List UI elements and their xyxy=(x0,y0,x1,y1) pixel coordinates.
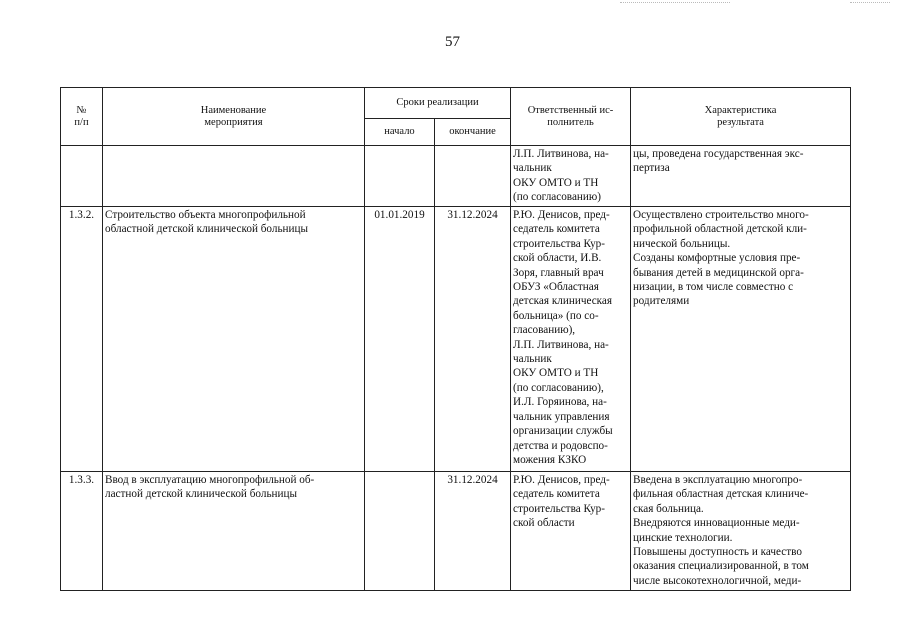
header-name: Наименование мероприятия xyxy=(103,88,365,146)
activities-table xyxy=(60,87,851,591)
cell-start xyxy=(365,472,435,591)
header-responsible: Ответственный ис- полнитель xyxy=(511,88,631,146)
header-start: начало xyxy=(365,119,435,146)
cell-responsible: Р.Ю. Денисов, пред- седатель комитета строительства Кур- ской области, И.В. Зоря, главный врач ОБУЗ «Областная детская клиническая больница» (по со- гласованию), Л.П. Литвинова, на- чальник ОКУ ОМТО и ТН (по согласованию), И.Л. Горяинова, на- чальник управления организации службы детства и родовспо- можения КЗКО xyxy=(511,207,631,472)
table-row xyxy=(61,146,851,207)
header-end: окончание xyxy=(435,119,511,146)
cell-start: 01.01.2019 xyxy=(365,207,435,472)
table-row xyxy=(61,207,851,472)
cell-name xyxy=(103,146,365,207)
cell-num xyxy=(61,146,103,207)
table-row xyxy=(61,472,851,591)
page-number: 57 xyxy=(445,34,460,50)
cell-end: 31.12.2024 xyxy=(435,472,511,591)
cell-result: Введена в эксплуатацию многопро- фильная областная детская клиниче- ская больница. Внедряются инновационные меди- цинские технологии. Повышены доступность и качество оказания специализированной, в том числе высокотехнологичной, меди- xyxy=(631,472,851,591)
cell-result: Осуществлено строительство много- профильной областной детской кли- нической больницы. Созданы комфортные условия пре- бывания детей в медицинской орга- низации, в том числе совместно с родителями xyxy=(631,207,851,472)
header-terms: Сроки реализации xyxy=(365,88,511,119)
cell-responsible: Р.Ю. Денисов, пред- седатель комитета строительства Кур- ской области xyxy=(511,472,631,591)
cell-num: 1.3.3. xyxy=(61,472,103,591)
cell-responsible: Л.П. Литвинова, на- чальник ОКУ ОМТО и ТН (по согласованию) xyxy=(511,146,631,207)
cell-end xyxy=(435,146,511,207)
scan-artifact-line xyxy=(620,2,730,3)
cell-end: 31.12.2024 xyxy=(435,207,511,472)
cell-start xyxy=(365,146,435,207)
cell-name: Строительство объекта многопрофильной областной детской клинической больницы xyxy=(103,207,365,472)
scan-artifact-line xyxy=(850,2,890,3)
cell-name: Ввод в эксплуатацию многопрофильной об- ластной детской клинической больницы xyxy=(103,472,365,591)
header-num: № п/п xyxy=(61,88,103,146)
table-header-row xyxy=(61,88,851,119)
header-result: Характеристика результата xyxy=(631,88,851,146)
cell-num: 1.3.2. xyxy=(61,207,103,472)
cell-result: цы, проведена государственная экс- пертиза xyxy=(631,146,851,207)
